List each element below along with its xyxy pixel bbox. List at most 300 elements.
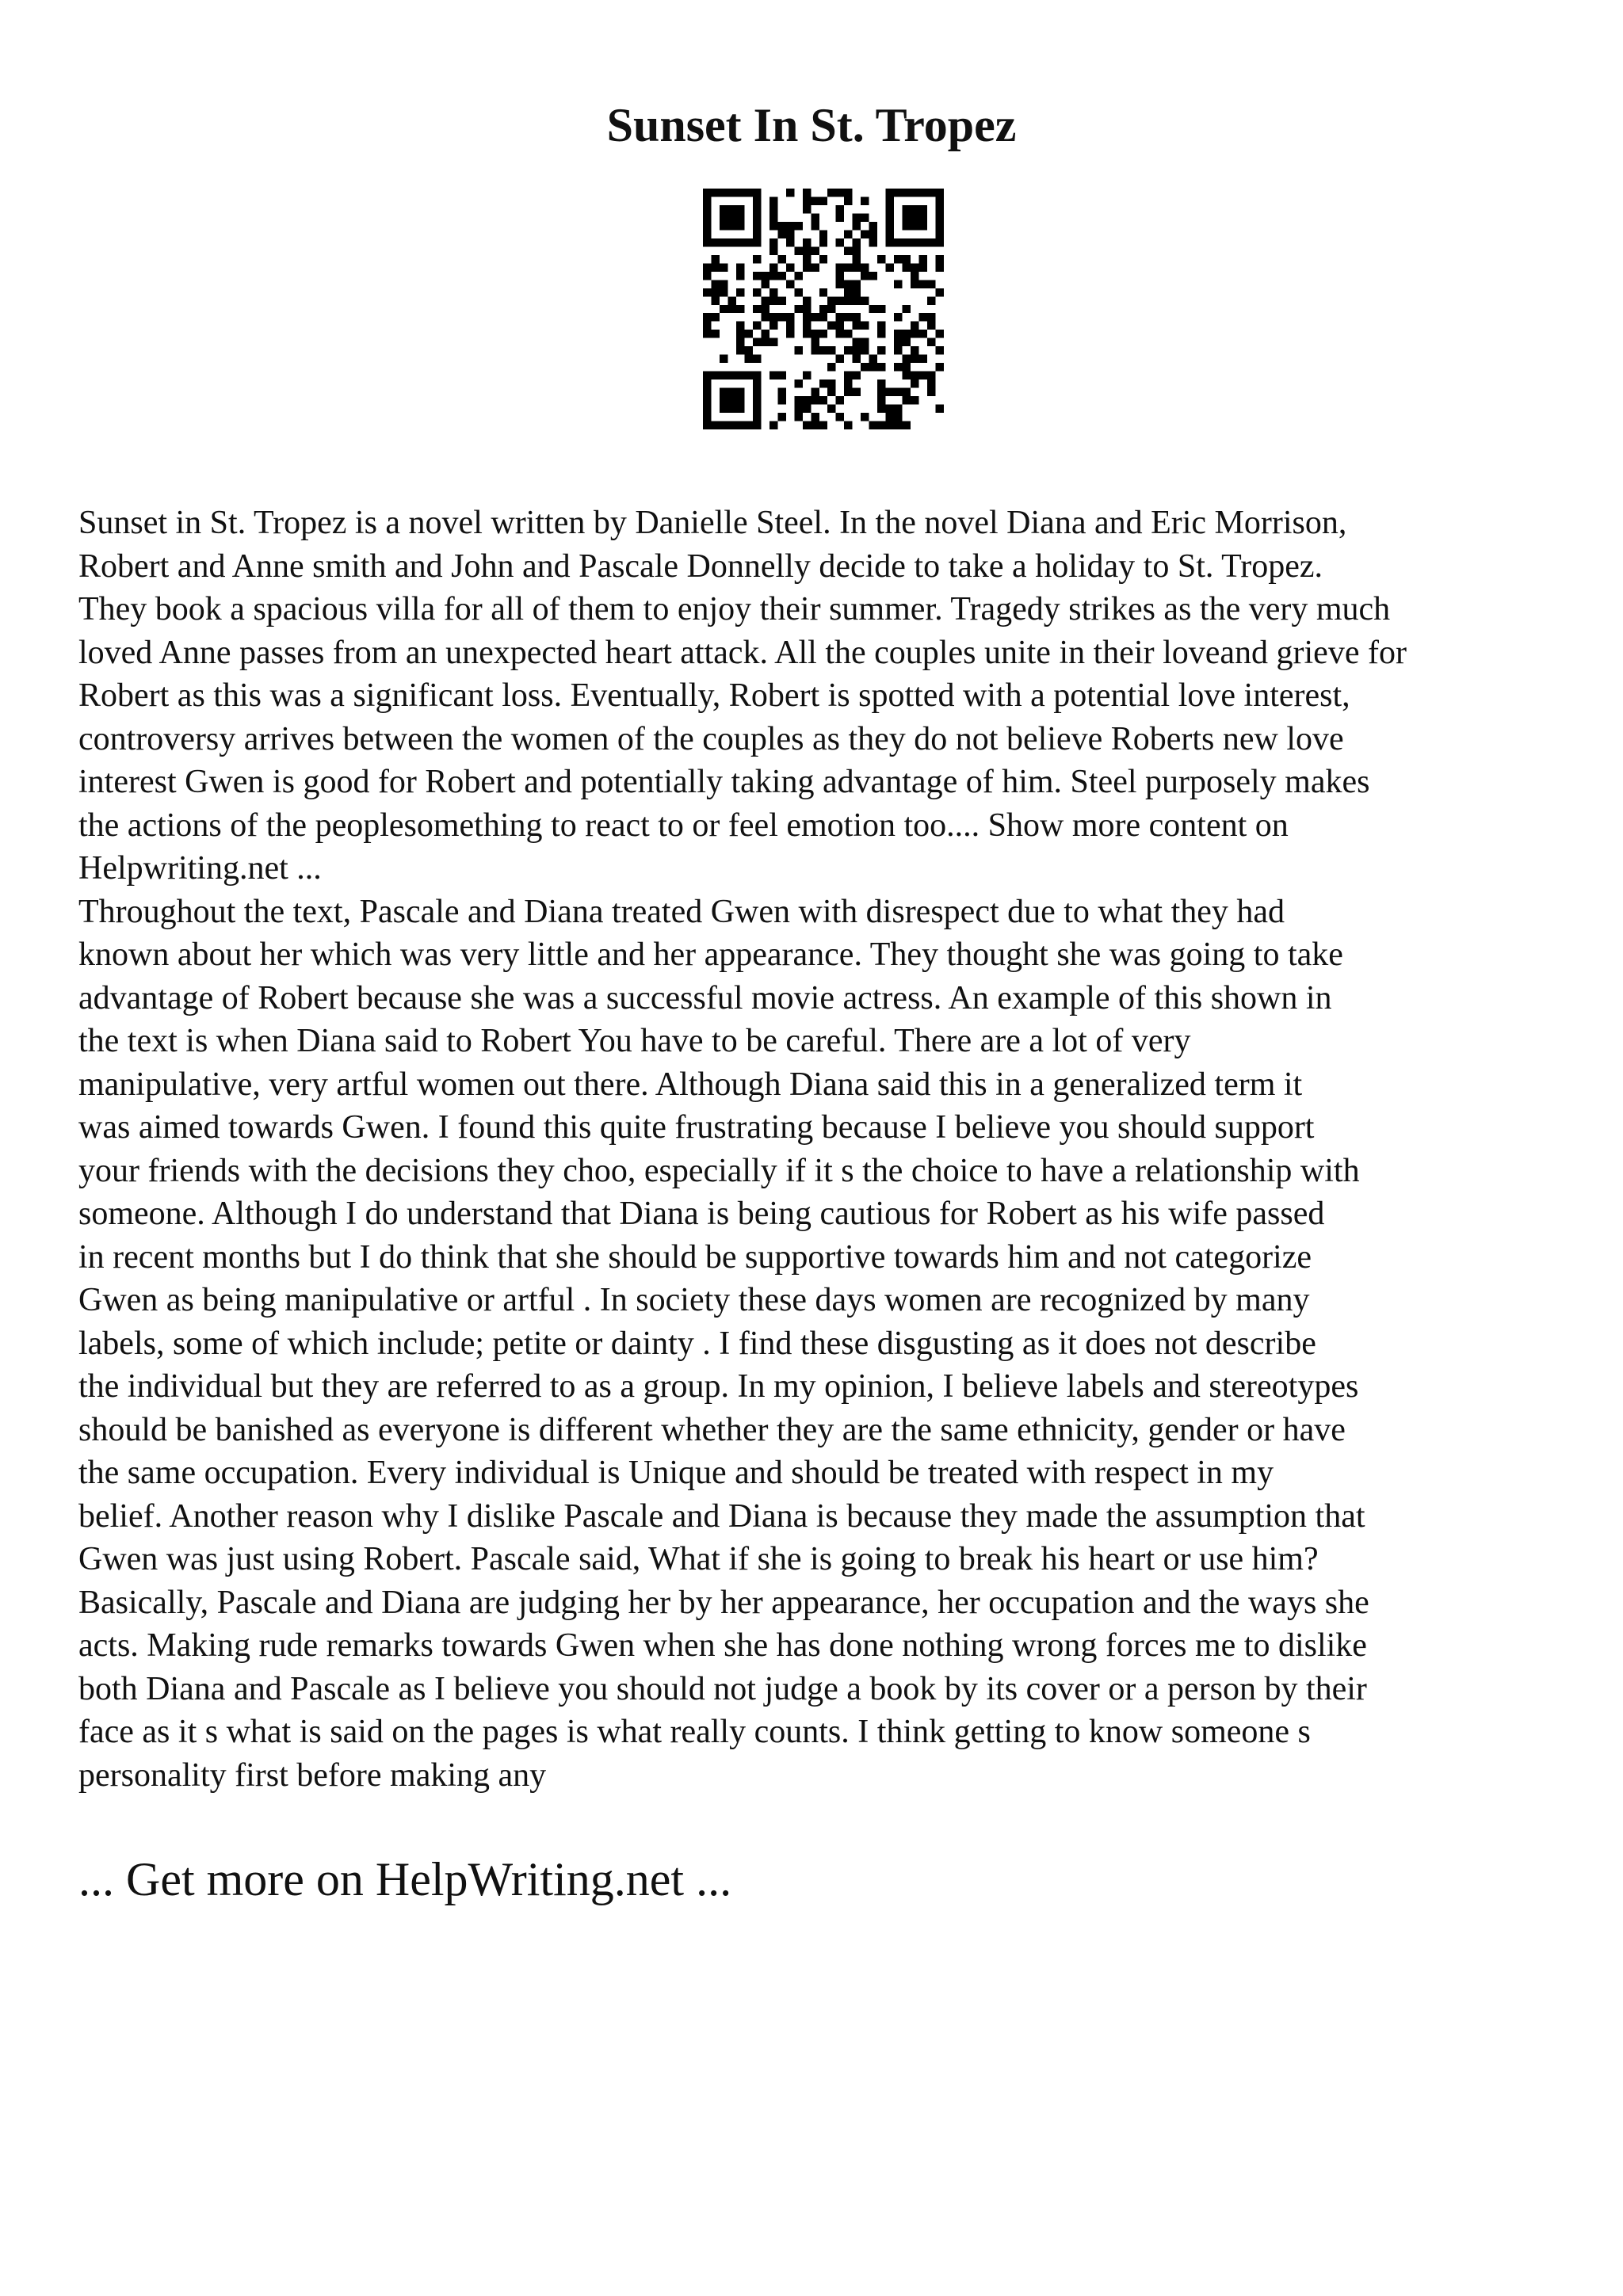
qr-module bbox=[744, 346, 752, 354]
qr-module bbox=[753, 272, 761, 280]
qr-module bbox=[819, 379, 827, 387]
qr-module bbox=[936, 205, 944, 213]
qr-module bbox=[794, 346, 802, 354]
qr-module bbox=[844, 313, 852, 321]
qr-module bbox=[753, 305, 761, 313]
qr-module bbox=[903, 305, 911, 313]
qr-module bbox=[769, 222, 777, 230]
qr-module bbox=[753, 355, 761, 363]
qr-module bbox=[836, 189, 844, 196]
qr-module bbox=[761, 305, 769, 313]
qr-module bbox=[853, 255, 861, 263]
qr-module bbox=[769, 288, 777, 296]
qr-module bbox=[720, 288, 727, 296]
qr-module bbox=[844, 379, 852, 387]
qr-module bbox=[877, 255, 885, 263]
qr-module bbox=[794, 246, 802, 254]
qr-module bbox=[877, 330, 885, 338]
qr-module bbox=[794, 405, 802, 413]
qr-module bbox=[803, 296, 811, 304]
qr-module bbox=[936, 330, 944, 338]
qr-module bbox=[853, 346, 861, 354]
qr-module bbox=[811, 338, 819, 346]
qr-module bbox=[777, 413, 785, 421]
qr-module bbox=[753, 230, 761, 238]
qr-module bbox=[736, 388, 744, 396]
qr-module bbox=[703, 396, 711, 404]
qr-module bbox=[720, 421, 727, 429]
qr-module bbox=[886, 388, 894, 396]
qr-module bbox=[786, 230, 794, 238]
qr-module bbox=[786, 322, 794, 330]
qr-module bbox=[919, 238, 927, 246]
qr-module bbox=[761, 296, 769, 304]
qr-module bbox=[911, 213, 918, 221]
qr-module bbox=[703, 313, 711, 321]
qr-module bbox=[736, 263, 744, 271]
qr-module bbox=[720, 213, 727, 221]
qr-module bbox=[861, 363, 869, 371]
qr-module bbox=[827, 379, 835, 387]
qr-module bbox=[836, 280, 844, 288]
qr-module bbox=[727, 238, 735, 246]
qr-module bbox=[819, 230, 827, 238]
qr-module bbox=[711, 280, 719, 288]
qr-module bbox=[869, 355, 877, 363]
qr-module bbox=[903, 338, 911, 346]
qr-module bbox=[703, 322, 711, 330]
qr-module bbox=[786, 238, 794, 246]
qr-module bbox=[936, 405, 944, 413]
qr-module bbox=[786, 189, 794, 196]
qr-module bbox=[736, 305, 744, 313]
qr-module bbox=[736, 396, 744, 404]
qr-module bbox=[886, 405, 894, 413]
qr-module bbox=[853, 372, 861, 379]
qr-module bbox=[886, 238, 894, 246]
qr-module bbox=[886, 205, 894, 213]
qr-module bbox=[703, 372, 711, 379]
qr-module bbox=[927, 189, 935, 196]
qr-module bbox=[877, 363, 885, 371]
qr-module bbox=[727, 296, 735, 304]
qr-module bbox=[803, 189, 811, 196]
qr-module bbox=[911, 355, 918, 363]
qr-module bbox=[919, 355, 927, 363]
qr-module bbox=[836, 413, 844, 421]
qr-module bbox=[736, 238, 744, 246]
qr-module bbox=[720, 238, 727, 246]
qr-module bbox=[753, 388, 761, 396]
qr-module bbox=[703, 421, 711, 429]
qr-module bbox=[720, 189, 727, 196]
qr-module bbox=[919, 280, 927, 288]
qr-module bbox=[903, 363, 911, 371]
qr-module bbox=[827, 322, 835, 330]
qr-module bbox=[803, 396, 811, 404]
qr-module bbox=[727, 222, 735, 230]
qr-module bbox=[869, 272, 877, 280]
qr-module bbox=[903, 421, 911, 429]
qr-module bbox=[711, 313, 719, 321]
qr-module bbox=[894, 388, 902, 396]
qr-module bbox=[911, 396, 918, 404]
qr-module bbox=[727, 205, 735, 213]
qr-module bbox=[853, 322, 861, 330]
article-body bbox=[78, 502, 1576, 1797]
qr-module bbox=[769, 263, 777, 271]
qr-module bbox=[769, 213, 777, 221]
qr-module bbox=[703, 272, 711, 280]
qr-module bbox=[877, 396, 885, 404]
qr-module bbox=[761, 313, 769, 321]
qr-module bbox=[777, 396, 785, 404]
qr-module bbox=[811, 421, 819, 429]
qr-module bbox=[927, 238, 935, 246]
qr-module bbox=[911, 330, 918, 338]
qr-module bbox=[936, 255, 944, 263]
qr-module bbox=[703, 189, 711, 196]
qr-module bbox=[844, 246, 852, 254]
qr-module bbox=[811, 222, 819, 230]
qr-module bbox=[853, 388, 861, 396]
qr-module bbox=[903, 372, 911, 379]
qr-module bbox=[877, 388, 885, 396]
qr-module bbox=[769, 196, 777, 204]
qr-module bbox=[936, 222, 944, 230]
qr-code bbox=[703, 189, 944, 429]
qr-module bbox=[894, 346, 902, 354]
qr-module bbox=[827, 346, 835, 354]
qr-module bbox=[803, 246, 811, 254]
qr-module bbox=[753, 238, 761, 246]
qr-module bbox=[894, 338, 902, 346]
qr-module bbox=[844, 196, 852, 204]
qr-module bbox=[911, 346, 918, 354]
qr-module bbox=[894, 189, 902, 196]
qr-module bbox=[911, 372, 918, 379]
qr-module bbox=[769, 338, 777, 346]
qr-module bbox=[919, 255, 927, 263]
qr-module bbox=[811, 196, 819, 204]
qr-module bbox=[703, 413, 711, 421]
qr-module bbox=[919, 189, 927, 196]
qr-module bbox=[894, 421, 902, 429]
qr-module bbox=[861, 346, 869, 354]
qr-module bbox=[869, 222, 877, 230]
qr-module bbox=[927, 388, 935, 396]
qr-module bbox=[877, 322, 885, 330]
paragraph-2: Throughout the text, Pascale and Diana treated Gwen with disrespect due to what they had known about her which was very little and her appearance. They thought she was going to take advantage of Robert because she was a successful movie actress. An example of this shown in the text is when Diana said to Robert You have to be careful. There are a lot of very manipulative, very artful women out there. Although Diana said this in a generalized term it was aimed towards Gwen. I found this quite frustrating because I believe you should support your friends with the decisions they choo, especially if it s the choice to have a relationship with someone. Although I do understand that Diana is being cautious for Robert as his wife passed in recent months but I do think that she should be supportive towards him and not categorize Gwen as being manipulative or artful . In society these days women are recognized by many labels, some of which include; petite or dainty . I find these disgusting as it does not describe the individual but they are referred to as a group. In my opinion, I believe labels and stereotypes should be banished as everyone is different whether they are the same ethnicity, gender or have the same occupation. Every individual is Unique and should be treated with respect in my belief. Another reason why I dislike Pascale and Diana is because they made the assumption that Gwen was just using Robert. Pascale said, What if she is going to break his heart or use him? Basically, Pascale and Diana are judging her by her appearance, her occupation and the ways she acts. Making rude remarks towards Gwen when she has done nothing wrong forces me to dislike both Diana and Pascale as I believe you should not judge a book by its cover or a person by their face as it s what is said on the pages is what really counts. I think getting to know someone s personality first before making any bbox=[78, 893, 1369, 1794]
qr-module bbox=[853, 238, 861, 246]
qr-module bbox=[869, 421, 877, 429]
qr-module bbox=[861, 413, 869, 421]
qr-module bbox=[753, 396, 761, 404]
qr-module bbox=[927, 296, 935, 304]
qr-module bbox=[877, 305, 885, 313]
qr-module bbox=[819, 421, 827, 429]
qr-module bbox=[736, 222, 744, 230]
qr-module bbox=[736, 272, 744, 280]
qr-module bbox=[853, 213, 861, 221]
qr-module bbox=[894, 413, 902, 421]
qr-module bbox=[727, 372, 735, 379]
qr-module bbox=[936, 346, 944, 354]
qr-module bbox=[786, 330, 794, 338]
qr-module bbox=[777, 388, 785, 396]
qr-module bbox=[777, 222, 785, 230]
qr-module bbox=[853, 263, 861, 271]
qr-module bbox=[877, 405, 885, 413]
qr-module bbox=[720, 388, 727, 396]
qr-module bbox=[853, 355, 861, 363]
qr-module bbox=[736, 330, 744, 338]
qr-module bbox=[811, 346, 819, 354]
qr-module bbox=[811, 330, 819, 338]
qr-module bbox=[844, 330, 852, 338]
qr-module bbox=[853, 246, 861, 254]
qr-module bbox=[819, 313, 827, 321]
qr-module bbox=[744, 238, 752, 246]
qr-module bbox=[703, 288, 711, 296]
qr-module bbox=[836, 396, 844, 404]
qr-module bbox=[753, 322, 761, 330]
qr-module bbox=[827, 363, 835, 371]
qr-module bbox=[936, 189, 944, 196]
qr-module bbox=[703, 405, 711, 413]
qr-module bbox=[844, 288, 852, 296]
qr-module bbox=[836, 263, 844, 271]
document-title: Sunset In St. Tropez bbox=[606, 99, 1017, 151]
qr-module bbox=[911, 272, 918, 280]
qr-module bbox=[936, 230, 944, 238]
qr-module bbox=[836, 355, 844, 363]
qr-module bbox=[936, 288, 944, 296]
qr-module bbox=[761, 272, 769, 280]
qr-module bbox=[753, 372, 761, 379]
qr-module bbox=[927, 322, 935, 330]
qr-module bbox=[803, 305, 811, 313]
qr-module bbox=[894, 405, 902, 413]
qr-module bbox=[911, 263, 918, 271]
qr-module bbox=[720, 280, 727, 288]
qr-module bbox=[736, 288, 744, 296]
qr-module bbox=[919, 205, 927, 213]
qr-module bbox=[836, 322, 844, 330]
qr-module bbox=[819, 305, 827, 313]
qr-module bbox=[811, 388, 819, 396]
qr-module bbox=[861, 338, 869, 346]
qr-module bbox=[911, 280, 918, 288]
qr-module bbox=[836, 238, 844, 246]
qr-module bbox=[720, 263, 727, 271]
qr-module bbox=[877, 346, 885, 354]
qr-module bbox=[827, 305, 835, 313]
qr-module bbox=[811, 413, 819, 421]
qr-module bbox=[861, 213, 869, 221]
qr-module bbox=[769, 372, 777, 379]
qr-module bbox=[811, 396, 819, 404]
qr-module bbox=[769, 313, 777, 321]
qr-module bbox=[886, 196, 894, 204]
qr-module bbox=[703, 379, 711, 387]
qr-module bbox=[727, 405, 735, 413]
qr-module bbox=[753, 288, 761, 296]
qr-module bbox=[936, 196, 944, 204]
qr-module bbox=[753, 421, 761, 429]
qr-module bbox=[753, 413, 761, 421]
qr-module bbox=[869, 230, 877, 238]
qr-module bbox=[744, 355, 752, 363]
qr-module bbox=[803, 313, 811, 321]
qr-module bbox=[877, 421, 885, 429]
qr-module bbox=[794, 288, 802, 296]
qr-module bbox=[744, 189, 752, 196]
qr-module bbox=[703, 388, 711, 396]
qr-module bbox=[903, 238, 911, 246]
qr-module bbox=[786, 313, 794, 321]
qr-module bbox=[711, 238, 719, 246]
qr-module bbox=[727, 213, 735, 221]
qr-module bbox=[803, 405, 811, 413]
qr-module bbox=[903, 388, 911, 396]
get-more-link[interactable]: ... Get more on HelpWriting.net ... bbox=[78, 1853, 732, 1905]
qr-module bbox=[803, 196, 811, 204]
qr-module bbox=[903, 205, 911, 213]
qr-module bbox=[736, 421, 744, 429]
qr-module bbox=[853, 296, 861, 304]
qr-module bbox=[903, 222, 911, 230]
qr-code-graphic bbox=[703, 189, 944, 429]
qr-module bbox=[794, 272, 802, 280]
qr-module bbox=[777, 372, 785, 379]
qr-module bbox=[853, 280, 861, 288]
qr-module bbox=[836, 213, 844, 221]
qr-module bbox=[894, 313, 902, 321]
qr-module bbox=[777, 296, 785, 304]
qr-module bbox=[753, 255, 761, 263]
qr-module bbox=[777, 255, 785, 263]
qr-module bbox=[736, 205, 744, 213]
qr-module bbox=[811, 213, 819, 221]
qr-module bbox=[919, 372, 927, 379]
qr-module bbox=[819, 288, 827, 296]
qr-module bbox=[894, 330, 902, 338]
qr-module bbox=[927, 379, 935, 387]
qr-module bbox=[736, 322, 744, 330]
qr-module bbox=[819, 255, 827, 263]
qr-module bbox=[911, 238, 918, 246]
qr-module bbox=[886, 213, 894, 221]
qr-module bbox=[844, 189, 852, 196]
qr-module bbox=[753, 222, 761, 230]
qr-module bbox=[711, 372, 719, 379]
qr-module bbox=[736, 189, 744, 196]
qr-module bbox=[744, 372, 752, 379]
qr-module bbox=[753, 205, 761, 213]
qr-module bbox=[769, 238, 777, 246]
qr-module bbox=[886, 222, 894, 230]
qr-module bbox=[753, 405, 761, 413]
qr-module bbox=[903, 355, 911, 363]
qr-module bbox=[861, 263, 869, 271]
qr-module bbox=[711, 330, 719, 338]
qr-module bbox=[753, 338, 761, 346]
qr-module bbox=[769, 272, 777, 280]
qr-module bbox=[911, 189, 918, 196]
qr-module bbox=[861, 296, 869, 304]
qr-module bbox=[903, 263, 911, 271]
qr-module bbox=[836, 330, 844, 338]
qr-module bbox=[919, 213, 927, 221]
qr-module bbox=[761, 338, 769, 346]
qr-module bbox=[861, 230, 869, 238]
qr-module bbox=[753, 196, 761, 204]
qr-module bbox=[869, 363, 877, 371]
qr-module bbox=[703, 205, 711, 213]
qr-module bbox=[777, 230, 785, 238]
qr-module bbox=[877, 379, 885, 387]
qr-module bbox=[911, 322, 918, 330]
qr-module bbox=[927, 313, 935, 321]
qr-module bbox=[911, 205, 918, 213]
qr-module bbox=[786, 280, 794, 288]
qr-module bbox=[927, 280, 935, 288]
qr-module bbox=[861, 272, 869, 280]
qr-module bbox=[919, 313, 927, 321]
qr-module bbox=[819, 238, 827, 246]
qr-module bbox=[703, 196, 711, 204]
qr-module bbox=[777, 272, 785, 280]
qr-module bbox=[844, 296, 852, 304]
paragraph-1: Sunset in St. Tropez is a novel written by Danielle Steel. In the novel Diana and Eric Morrison, Robert and Anne smith and John and Pascale Donnelly decide to take a holiday to St. Tropez. They book a spacious villa for all of them to enjoy their summer. Tragedy strikes as the very much loved Anne passes from an unexpected heart attack. All the couples unite in their loveand grieve for Robert as this was a significant loss. Eventually, Robert is spotted with a potential love interest, controversy arrives between the women of the couples as they do not believe Roberts new love interest Gwen is good for Robert and potentially taking advantage of him. Steel purposely makes the actions of the peoplesomething to react to or feel emotion too.... Show more content on Helpwriting.net ... bbox=[78, 505, 1407, 887]
qr-module bbox=[844, 263, 852, 271]
qr-module bbox=[794, 222, 802, 230]
qr-module bbox=[853, 288, 861, 296]
qr-module bbox=[919, 222, 927, 230]
qr-module bbox=[720, 372, 727, 379]
qr-module bbox=[894, 255, 902, 263]
qr-module bbox=[727, 388, 735, 396]
qr-module bbox=[869, 238, 877, 246]
qr-module bbox=[927, 338, 935, 346]
qr-module bbox=[727, 421, 735, 429]
qr-module bbox=[803, 263, 811, 271]
qr-module bbox=[827, 388, 835, 396]
qr-module bbox=[794, 413, 802, 421]
qr-module bbox=[720, 222, 727, 230]
qr-module bbox=[903, 330, 911, 338]
qr-module bbox=[744, 330, 752, 338]
qr-module bbox=[703, 263, 711, 271]
qr-module bbox=[861, 322, 869, 330]
qr-module bbox=[819, 330, 827, 338]
qr-module bbox=[903, 396, 911, 404]
qr-module bbox=[803, 322, 811, 330]
qr-module bbox=[919, 263, 927, 271]
qr-module bbox=[736, 372, 744, 379]
qr-module bbox=[786, 222, 794, 230]
qr-module bbox=[711, 263, 719, 271]
qr-module bbox=[786, 263, 794, 271]
qr-module bbox=[761, 330, 769, 338]
qr-module bbox=[844, 346, 852, 354]
qr-module bbox=[803, 255, 811, 263]
qr-module bbox=[811, 246, 819, 254]
qr-module bbox=[819, 346, 827, 354]
qr-module bbox=[769, 296, 777, 304]
qr-module bbox=[794, 379, 802, 387]
